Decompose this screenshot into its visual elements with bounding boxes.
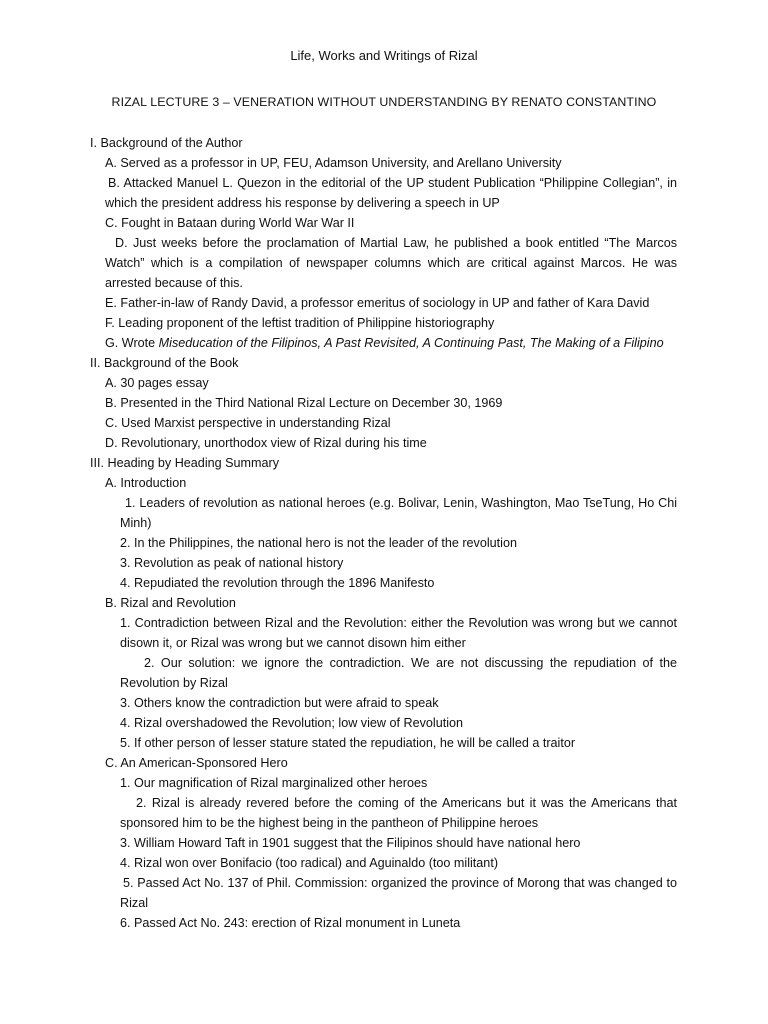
outline-item: A. Served as a professor in UP, FEU, Adamson University, and Arellano University — [105, 156, 562, 170]
lecture-title: RIZAL LECTURE 3 – VENERATION WITHOUT UNDERSTANDING BY RENATO CONSTANTINO — [111, 95, 657, 109]
outline-subitem: 3. Revolution as peak of national history — [120, 556, 344, 570]
section-heading: III. Heading by Heading Summary — [90, 456, 279, 470]
outline-subitem: 4. Rizal overshadowed the Revolution; low view of Revolution — [120, 716, 464, 730]
section-heading: I. Background of the Author — [90, 136, 243, 150]
outline-item: D. Revolutionary, unorthodox view of Rizal during his time — [105, 436, 427, 450]
outline-item: E. Father-in-law of Randy David, a professor emeritus of sociology in UP and father of Kara David — [105, 296, 650, 310]
outline-subitem: 3. Others know the contradiction but were afraid to speak — [120, 696, 439, 710]
outline-subitem: 1. Contradiction between Rizal and the Revolution: either the Revolution was wrong but we cannot disown it, or Rizal was wrong but we cannot disown him either — [120, 616, 677, 650]
outline-item: A. 30 pages essay — [105, 376, 209, 390]
outline-item-prefix: G. Wrote — [105, 336, 159, 350]
section-heading: II. Background of the Book — [90, 356, 239, 370]
outline-item: B. Presented in the Third National Rizal Lecture on December 30, 1969 — [105, 396, 503, 410]
subsection-heading: C. An American-Sponsored Hero — [105, 756, 288, 770]
outline-item — [105, 333, 677, 353]
outline-subitem: 3. William Howard Taft in 1901 suggest that the Filipinos should have national hero — [120, 836, 581, 850]
outline-subitem: 5. If other person of lesser stature stated the repudiation, he will be called a traitor — [120, 736, 576, 750]
outline-subitem: 5. Passed Act No. 137 of Phil. Commission: organized the province of Morong that was changed to Rizal — [120, 876, 677, 910]
outline-item: C. Fought in Bataan during World War War II — [105, 216, 355, 230]
subsection-heading: B. Rizal and Revolution — [105, 596, 236, 610]
outline — [0, 133, 768, 933]
book-titles: Miseducation of the Filipinos, A Past Revisited, A Continuing Past, The Making of a Filipino — [158, 336, 664, 350]
outline-subitem: 2. Our solution: we ignore the contradiction. We are not discussing the repudiation of the Revolution by Rizal — [120, 656, 677, 690]
outline-item: F. Leading proponent of the leftist tradition of Philippine historiography — [105, 316, 495, 330]
outline-subitem: 4. Repudiated the revolution through the 1896 Manifesto — [120, 576, 435, 590]
subsection-heading: A. Introduction — [105, 476, 187, 490]
outline-subitem: 1. Leaders of revolution as national heroes (e.g. Bolivar, Lenin, Washington, Mao TseTung, Ho Chi Minh) — [120, 496, 677, 530]
outline-subitem: 2. In the Philippines, the national hero is not the leader of the revolution — [120, 536, 517, 550]
outline-subitem: 1. Our magnification of Rizal marginalized other heroes — [120, 776, 428, 790]
outline-subitem: 6. Passed Act No. 243: erection of Rizal monument in Luneta — [120, 916, 461, 930]
outline-subitem: 2. Rizal is already revered before the coming of the Americans but it was the Americans that sponsored him to be the highest being in the pantheon of Philippine heroes — [120, 796, 677, 830]
outline-item: D. Just weeks before the proclamation of Martial Law, he published a book entitled “The Marcos Watch” which is a compilation of newspaper columns which are critical against Marcos. He was arrested because of this. — [105, 236, 677, 290]
document-title: Life, Works and Writings of Rizal — [290, 48, 478, 63]
outline-item: B. Attacked Manuel L. Quezon in the editorial of the UP student Publication “Philippine Collegian”, in which the president address his response by delivering a speech in UP — [105, 176, 677, 210]
outline-subitem: 4. Rizal won over Bonifacio (too radical) and Aguinaldo (too militant) — [120, 856, 499, 870]
outline-item: C. Used Marxist perspective in understanding Rizal — [105, 416, 391, 430]
